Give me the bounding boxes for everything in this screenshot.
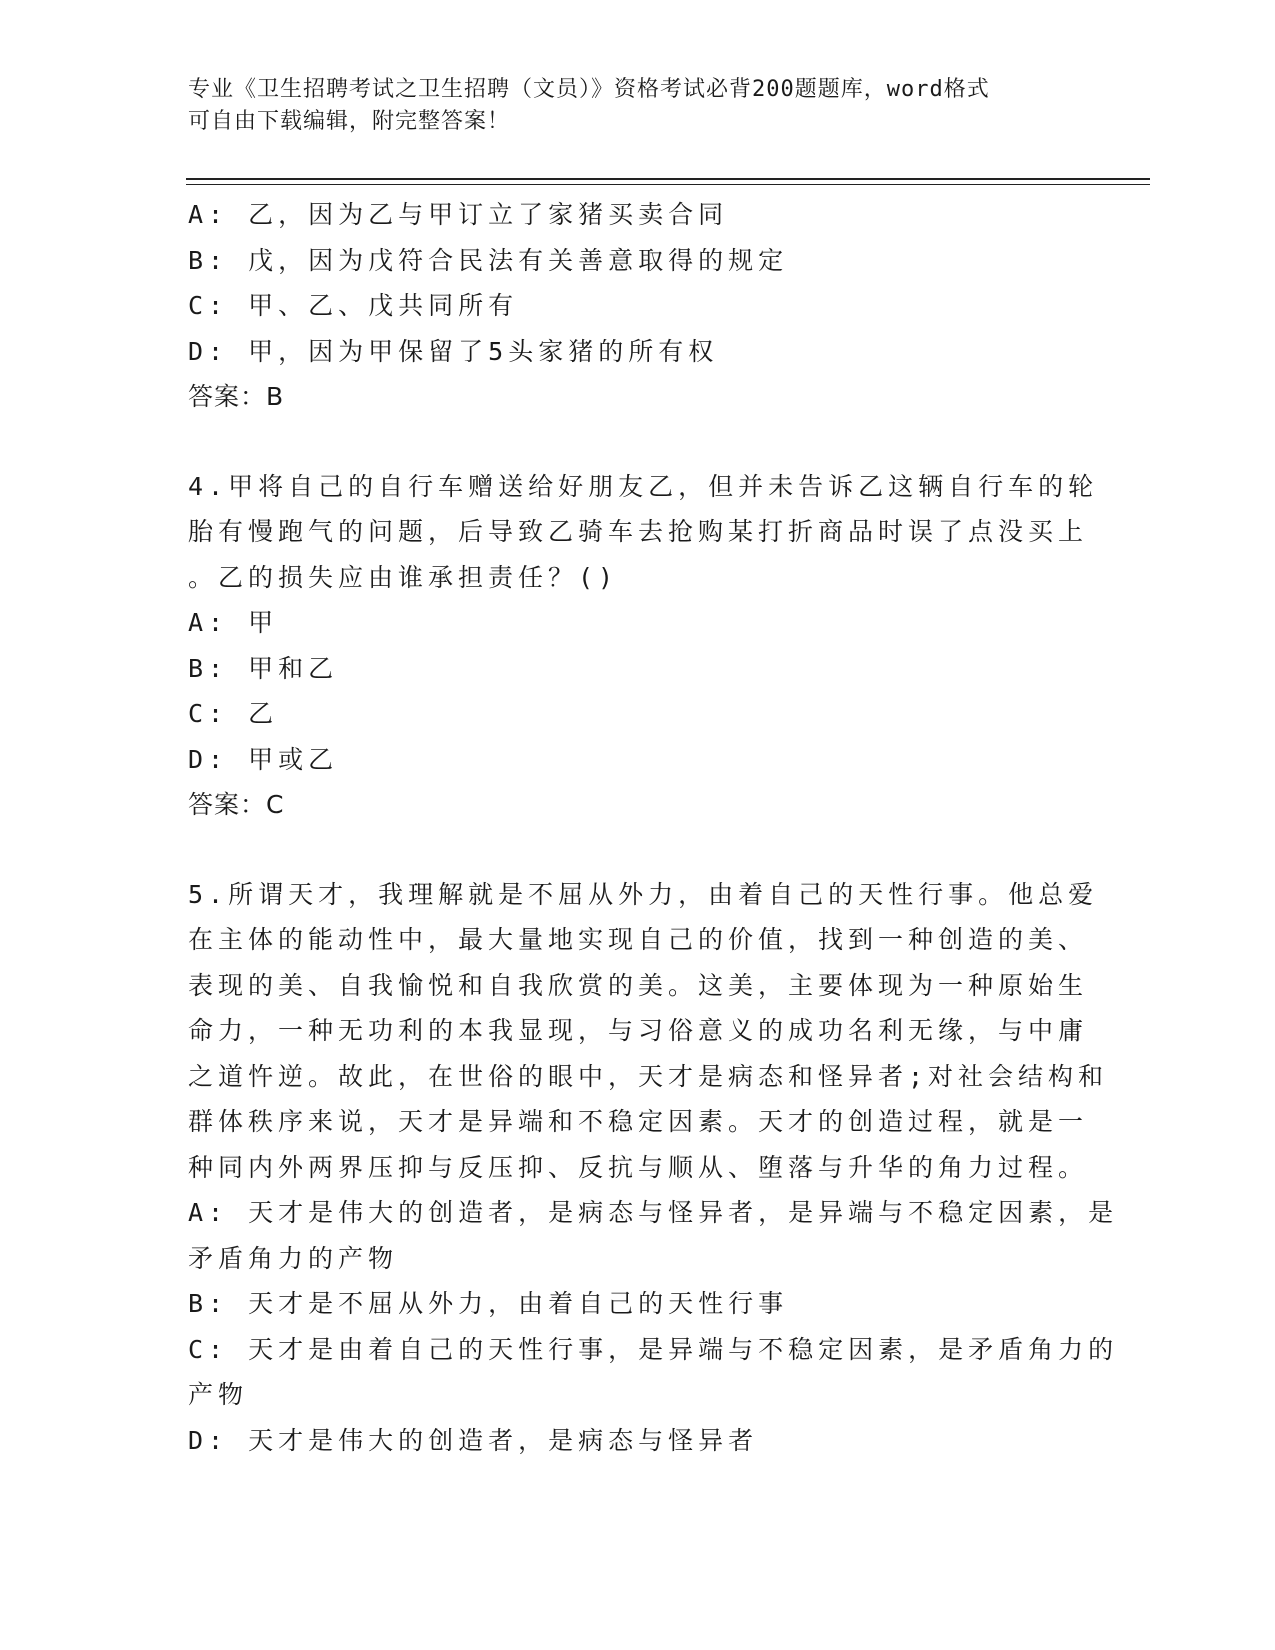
option-d: D: 天才是伟大的创造者，是病态与怪异者 [188,1425,759,1455]
option-b: B: 天才是不屈从外力，由着自己的天性行事 [188,1289,789,1318]
option-a: A: 甲 [188,608,279,637]
option-c-continued: 产物 [188,1380,249,1409]
question-4-stem [188,464,1099,601]
option-d: D: 甲，因为甲保留了5头家猪的所有权 [188,336,719,366]
question-3-options [188,192,1078,374]
option-c: C: 乙 [188,699,279,728]
stem-line: 5.所谓天才，我理解就是不屈从外力，由着自己的天性行事。他总爱 [188,879,1099,909]
option-c: C: 甲、乙、戊共同所有 [188,291,519,320]
header-line-2: 可自由下载编辑，附完整答案！ [188,109,511,134]
stem-line: 之道忤逆。故此，在世俗的眼中，天才是病态和怪异者;对社会结构和 [188,1061,1109,1091]
option-c: C: 天才是由着自己的天性行事，是异端与不稳定因素，是矛盾角力的 [188,1334,1119,1364]
header-divider-thin [186,184,1150,185]
stem-line: 胎有慢跑气的问题，后导致乙骑车去抢购某打折商品时误了点没买上 [188,517,1089,546]
stem-line: 4.甲将自己的自行车赠送给好朋友乙，但并未告诉乙这辆自行车的轮 [188,471,1099,501]
stem-line: 种同内外两界压抑与反压抑、反抗与顺从、堕落与升华的角力过程。 [188,1152,1089,1182]
stem-line: 表现的美、自我愉悦和自我欣赏的美。这美，主要体现为一种原始生 [188,970,1089,1000]
header-divider-thick [186,178,1150,180]
stem-line: 在主体的能动性中，最大量地实现自己的价值，找到一种创造的美、 [188,925,1089,954]
option-b: B: 甲和乙 [188,653,339,683]
header-line-1: 专业《卫生招聘考试之卫生招聘（文员）》资格考试必背200题题库，word格式 [188,77,990,102]
question-5-stem [188,872,1109,1191]
option-a: A: 天才是伟大的创造者，是病态与怪异者，是异端与不稳定因素，是 [188,1198,1119,1227]
question-4-options [188,600,1078,782]
question-4-answer: 答案：C [188,790,285,819]
option-b: B: 戊，因为戊符合民法有关善意取得的规定 [188,245,789,275]
document-body [188,192,1119,1463]
stem-line: 命力，一种无功利的本我显现，与习俗意义的成功名利无缘，与中庸 [188,1016,1089,1045]
stem-line: 群体秩序来说，天才是异端和不稳定因素。天才的创造过程，就是一 [188,1107,1089,1136]
document-header [188,74,1088,138]
option-d: D: 甲或乙 [188,744,339,774]
question-5-options [188,1190,1119,1463]
option-a: A: 乙，因为乙与甲订立了家猪买卖合同 [188,200,729,229]
stem-line: 。乙的损失应由谁承担责任？() [188,562,619,592]
question-3-answer: 答案：B [188,382,285,411]
option-a-continued: 矛盾角力的产物 [188,1243,399,1273]
